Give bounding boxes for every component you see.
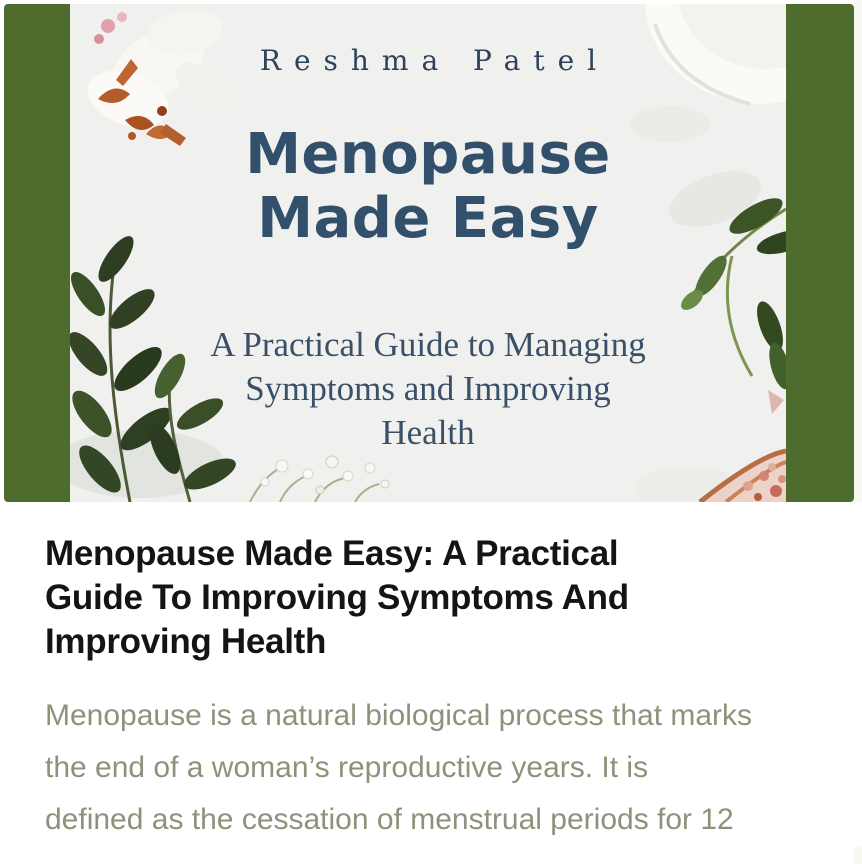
book-cover <box>70 4 786 502</box>
article-title <box>45 532 820 664</box>
cover-book-title-line-1: Menopause <box>245 122 611 187</box>
article-body-paragraph <box>45 690 820 846</box>
featured-image <box>4 4 854 502</box>
cover-left-band <box>4 4 70 502</box>
article-body-line-3: defined as the cessation of menstrual periods for 12 <box>45 803 734 836</box>
article-section <box>0 502 862 846</box>
cover-right-band <box>786 4 854 502</box>
article-body-line-1: Menopause is a natural biological process that marks <box>45 699 753 732</box>
copper-bowl-bottom-right-decoration <box>635 451 786 502</box>
article-title-line-2: Guide To Improving Symptoms And <box>45 578 629 617</box>
article-body-line-2: the end of a woman’s reproductive years. It is <box>45 751 649 784</box>
cover-book-title-line-2: Made Easy <box>257 186 599 251</box>
cover-subtitle-line-2: Symptoms and Improving <box>245 369 611 408</box>
article-title-line-3: Improving Health <box>45 622 327 661</box>
article-title-line-1: Menopause Made Easy: A Practical <box>45 534 619 573</box>
cover-subtitle-line-3: Health <box>381 413 475 452</box>
cover-text-block <box>70 44 786 455</box>
cover-subtitle-line-1: A Practical Guide to Managing <box>210 325 646 364</box>
cover-subtitle <box>70 323 786 455</box>
babys-breath-flowers-decoration <box>250 456 389 502</box>
cover-book-title <box>70 123 786 251</box>
cover-author-name: Reshma Patel <box>259 44 610 77</box>
